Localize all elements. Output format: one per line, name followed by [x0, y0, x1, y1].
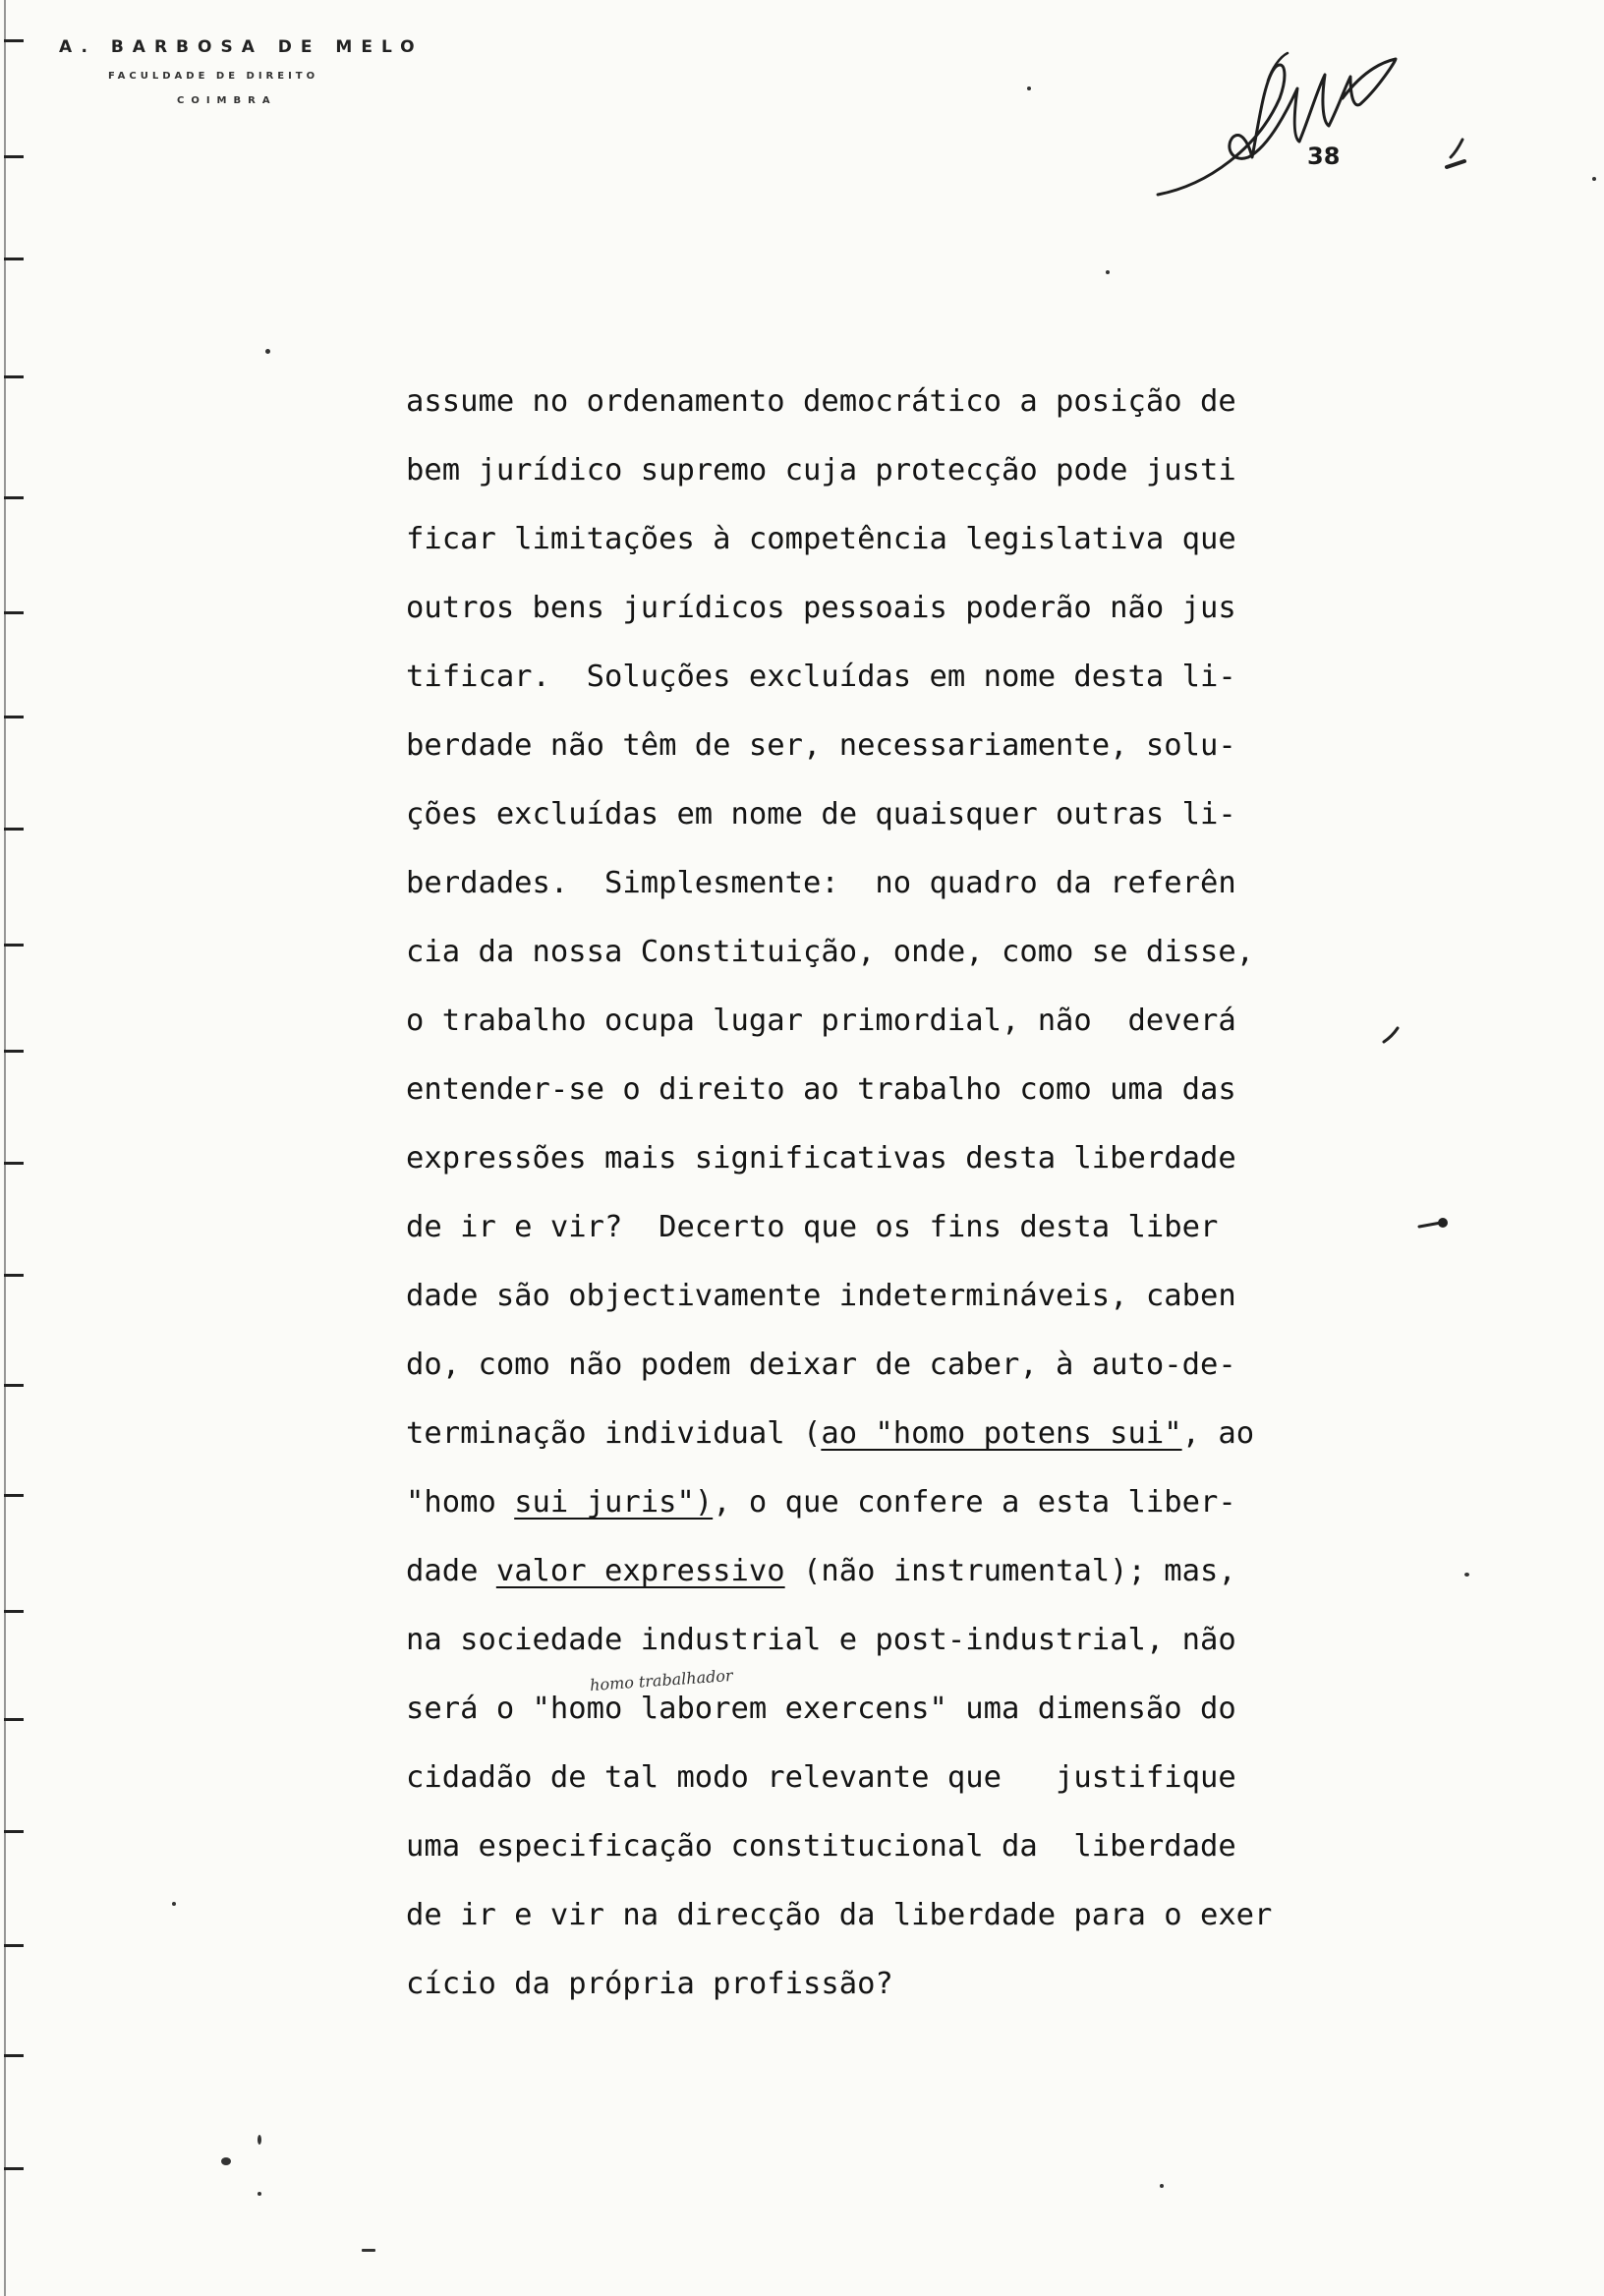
- corner-ink-mark: [1443, 138, 1472, 177]
- underlined-phrase: valor expressivo: [495, 1554, 785, 1588]
- text-line: ções excluídas em nome de quaisquer outras li-: [406, 797, 1236, 832]
- text-line: o trabalho ocupa lugar primordial, não deverá: [406, 1004, 1236, 1038]
- binding-edge-line: [4, 0, 6, 2296]
- text-line: bem jurídico supremo cuja protecção pode justi: [406, 453, 1236, 488]
- binding-tick: [4, 1718, 24, 1721]
- binding-tick: [4, 1162, 24, 1165]
- text-line: na sociedade industrial e post-industrial, não: [406, 1623, 1236, 1657]
- binding-tick: [4, 1610, 24, 1613]
- binding-tick: [4, 828, 24, 831]
- binding-tick: [4, 1830, 24, 1833]
- text-fragment: (não instrumental); mas,: [784, 1554, 1236, 1588]
- text-line: cia da nossa Constituição, onde, como se disse,: [406, 935, 1255, 969]
- ink-speck: [258, 2135, 261, 2145]
- text-line-underlined: [406, 1549, 1389, 1618]
- text-line: cidadão de tal modo relevante que justifique: [406, 1760, 1236, 1795]
- binding-tick: [4, 1274, 24, 1277]
- page-number: 38: [1307, 143, 1341, 170]
- binding-tick: [4, 2167, 24, 2170]
- underlined-phrase: sui juris"): [514, 1485, 714, 1520]
- text-line: do, como não podem deixar de caber, à auto-de-: [406, 1348, 1236, 1382]
- text-line: dade são objectivamente indetermináveis, caben: [406, 1279, 1236, 1313]
- text-fragment: "homo: [406, 1485, 515, 1520]
- binding-tick: [4, 375, 24, 378]
- ink-speck: [1160, 2184, 1164, 2188]
- text-line: berdades. Simplesmente: no quadro da referên: [406, 866, 1236, 900]
- binding-tick: [4, 716, 24, 718]
- text-line: será o "homo laborem exercens" uma dimensão do: [406, 1692, 1236, 1726]
- text-fragment: , o que confere a esta liber-: [713, 1485, 1236, 1520]
- binding-tick: [4, 1494, 24, 1497]
- text-line: cício da própria profissão?: [406, 1967, 893, 2001]
- body-text: [406, 379, 1389, 2031]
- ink-speck: [1592, 177, 1596, 181]
- binding-tick: [4, 1384, 24, 1387]
- binding-tick: [4, 155, 24, 158]
- text-line: assume no ordenamento democrático a posição de: [406, 384, 1236, 419]
- binding-tick: [4, 944, 24, 947]
- underlined-phrase: ao "homo potens sui": [821, 1416, 1182, 1451]
- ink-speck: [172, 1902, 176, 1906]
- handwritten-signature: [1150, 20, 1405, 216]
- binding-tick: [4, 258, 24, 260]
- margin-ink-mark: [1376, 1012, 1415, 1052]
- text-line: expressões mais significativas desta liberdade: [406, 1141, 1236, 1176]
- text-fragment: dade: [406, 1554, 496, 1588]
- text-line: uma especificação constitucional da liberdade: [406, 1829, 1236, 1864]
- ink-speck: [1106, 270, 1110, 274]
- text-fragment: terminação individual (: [406, 1416, 822, 1451]
- binding-tick: [4, 1050, 24, 1053]
- letterhead-city: COIMBRA: [177, 95, 277, 106]
- ink-speck: [221, 2157, 231, 2165]
- ink-speck: [362, 2249, 375, 2252]
- letterhead-faculty: FACULDADE DE DIREITO: [108, 71, 319, 82]
- letterhead: [59, 37, 472, 106]
- ink-speck: [265, 349, 270, 354]
- binding-tick: [4, 1944, 24, 1947]
- binding-tick: [4, 39, 24, 42]
- text-line: tificar. Soluções excluídas em nome desta li-: [406, 660, 1236, 694]
- ink-speck: [258, 2192, 261, 2196]
- binding-tick: [4, 496, 24, 499]
- binding-tick: [4, 611, 24, 614]
- text-line: outros bens jurídicos pessoais poderão não jus: [406, 591, 1236, 625]
- margin-ink-mark: [1415, 1209, 1455, 1238]
- binding-tick: [4, 2054, 24, 2057]
- text-line: de ir e vir? Decerto que os fins desta liber: [406, 1210, 1219, 1244]
- ink-speck: [1027, 86, 1031, 90]
- text-fragment: , ao: [1181, 1416, 1255, 1451]
- text-line-underlined: [406, 1480, 1389, 1549]
- text-line: de ir e vir na direcção da liberdade para o exer: [406, 1898, 1273, 1932]
- text-line-underlined: [406, 1411, 1389, 1480]
- text-line: ficar limitações à competência legislativa que: [406, 522, 1236, 556]
- binding-marks: [0, 0, 39, 2296]
- letterhead-name: A. BARBOSA DE MELO: [59, 37, 424, 57]
- text-line: entender-se o direito ao trabalho como uma das: [406, 1072, 1236, 1107]
- handwritten-annotation: homo trabalhador: [589, 1665, 734, 1695]
- text-line: berdade não têm de ser, necessariamente, solu-: [406, 728, 1236, 763]
- ink-speck: [1464, 1573, 1469, 1577]
